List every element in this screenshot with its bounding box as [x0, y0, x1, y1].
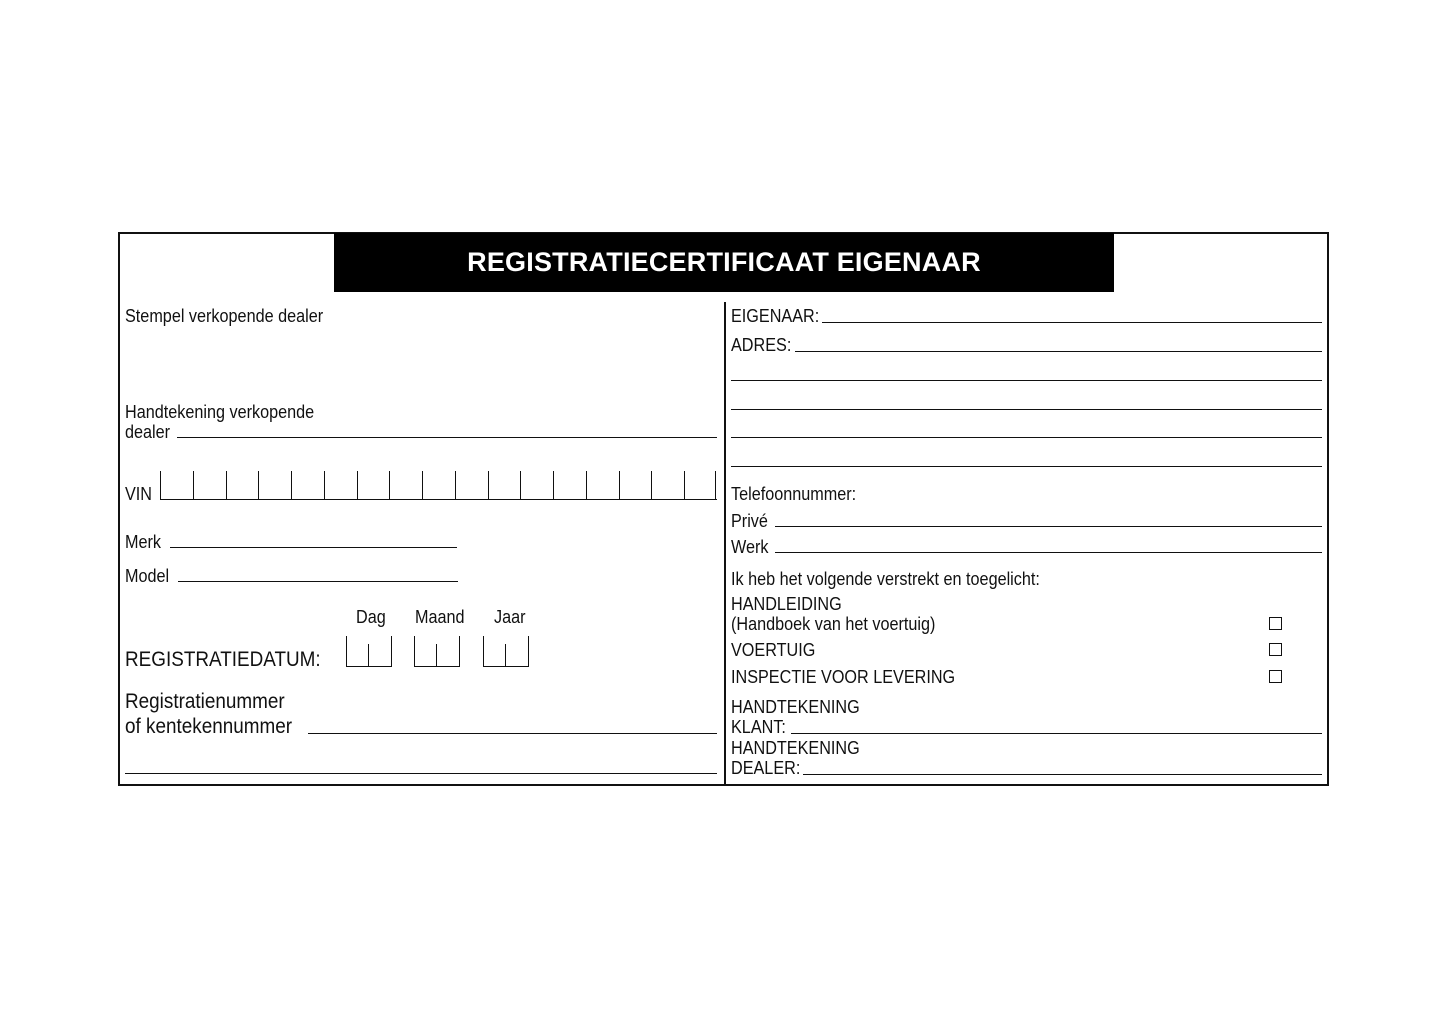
vin-box-divider	[586, 471, 587, 499]
vin-box-divider	[160, 471, 161, 499]
vin-box-divider	[651, 471, 652, 499]
vehicle-checkbox[interactable]	[1269, 643, 1282, 656]
date-tick	[436, 644, 437, 666]
owner-label: EIGENAAR:	[731, 306, 820, 326]
checklist-item-label: INSPECTIE VOOR LEVERING	[731, 667, 956, 687]
registration-date-day-field[interactable]	[346, 636, 392, 667]
model-field[interactable]	[178, 581, 458, 582]
dealer-signature-right-line[interactable]	[803, 774, 1322, 775]
work-phone-label: Werk	[731, 537, 769, 557]
date-tick	[414, 636, 415, 666]
vin-box-divider	[193, 471, 194, 499]
vin-box-divider	[520, 471, 521, 499]
vin-box-divider	[422, 471, 423, 499]
registration-date-month-field[interactable]	[414, 636, 460, 667]
registration-number-label-line2: of kentekennummer	[125, 715, 293, 738]
date-tick	[368, 644, 369, 666]
customer-signature-label-line1: HANDTEKENING	[731, 697, 860, 717]
dealer-signature-label-line2: dealer	[125, 422, 171, 442]
vin-box-divider	[715, 471, 716, 499]
provided-statement: Ik heb het volgende verstrekt en toegelicht:	[731, 569, 1040, 589]
vin-box-divider	[258, 471, 259, 499]
owner-field[interactable]	[822, 322, 1322, 323]
date-header-year: Jaar	[494, 607, 526, 627]
vin-box-divider	[553, 471, 554, 499]
registration-date-year-field[interactable]	[483, 636, 529, 667]
address-line-5[interactable]	[731, 466, 1322, 467]
date-header-day: Dag	[356, 607, 386, 627]
address-line-2[interactable]	[731, 380, 1322, 381]
registration-number-field[interactable]	[308, 733, 717, 734]
column-divider	[724, 302, 726, 784]
address-line-4[interactable]	[731, 437, 1322, 438]
checklist-item-label: HANDLEIDING	[731, 594, 842, 614]
customer-signature-label-line2: KLANT:	[731, 717, 786, 737]
vin-box-divider	[291, 471, 292, 499]
address-field[interactable]	[795, 351, 1322, 352]
date-header-month: Maand	[415, 607, 465, 627]
pre-delivery-inspection-checkbox[interactable]	[1269, 670, 1282, 683]
dealer-stamp-area[interactable]	[125, 330, 715, 400]
private-phone-label: Privé	[731, 511, 768, 531]
phone-label: Telefoonnummer:	[731, 484, 857, 504]
vin-box-divider	[488, 471, 489, 499]
form-title: REGISTRATIECERTIFICAAT EIGENAAR	[334, 233, 1114, 292]
vin-box-divider	[619, 471, 620, 499]
dealer-signature-line[interactable]	[177, 437, 717, 438]
dealer-signature-right-label-line1: HANDTEKENING	[731, 738, 860, 758]
vin-label: VIN	[125, 484, 153, 504]
date-tick	[346, 636, 347, 666]
customer-signature-line[interactable]	[791, 733, 1322, 734]
vin-box-divider	[455, 471, 456, 499]
private-phone-field[interactable]	[775, 526, 1322, 527]
date-tick	[459, 636, 460, 666]
vin-box-divider	[389, 471, 390, 499]
manual-checkbox[interactable]	[1269, 617, 1282, 630]
date-tick	[483, 636, 484, 666]
vin-box-divider	[226, 471, 227, 499]
registration-certificate-form	[118, 232, 1329, 786]
dealer-stamp-label: Stempel verkopende dealer	[125, 306, 324, 326]
address-label: ADRES:	[731, 335, 792, 355]
vin-box-divider	[684, 471, 685, 499]
checklist-item-label: VOERTUIG	[731, 640, 816, 660]
registration-date-label: REGISTRATIEDATUM:	[125, 648, 321, 671]
merk-field[interactable]	[170, 547, 457, 548]
date-tick	[528, 636, 529, 666]
model-label: Model	[125, 566, 170, 586]
vin-input-boxes[interactable]	[160, 471, 717, 500]
vin-box-divider	[324, 471, 325, 499]
merk-label: Merk	[125, 532, 161, 552]
dealer-signature-label-line1: Handtekening verkopende	[125, 402, 315, 422]
date-tick	[391, 636, 392, 666]
vin-box-divider	[357, 471, 358, 499]
registration-number-label-line1: Registratienummer	[125, 690, 285, 713]
work-phone-field[interactable]	[775, 552, 1322, 553]
registration-number-extra-line[interactable]	[125, 773, 717, 774]
date-tick	[505, 644, 506, 666]
dealer-signature-right-label-line2: DEALER:	[731, 758, 801, 778]
checklist-item-sublabel: (Handboek van het voertuig)	[731, 614, 936, 634]
address-line-3[interactable]	[731, 409, 1322, 410]
